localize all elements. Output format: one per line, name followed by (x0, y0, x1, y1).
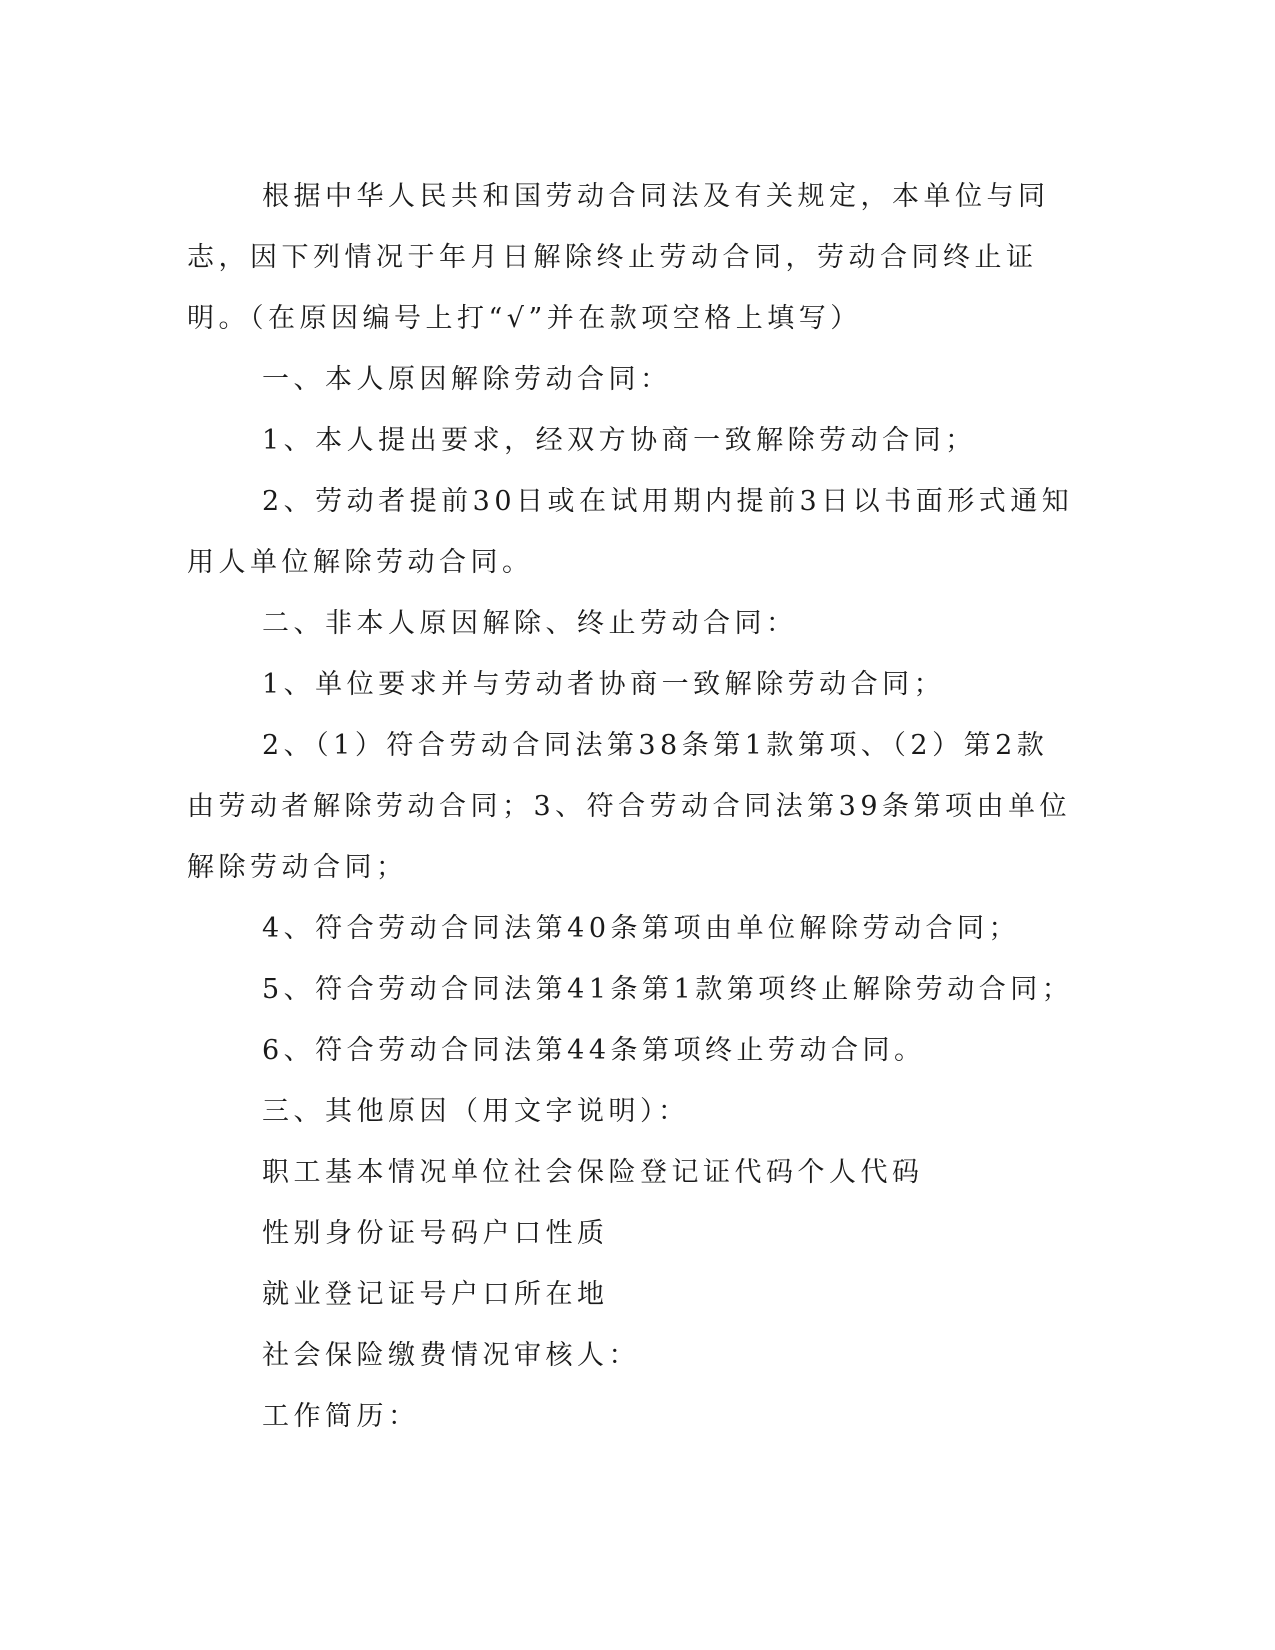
field-line-employee-info: 职工基本情况单位社会保险登记证代码个人代码 (262, 1157, 924, 1188)
list-item: 2、（1）符合劳动合同法第38条第1款第项、（2）第2款由劳动者解除劳动合同；3、符合劳动合同法第39条第项由单位解除劳动合同； (187, 730, 1072, 883)
section-heading-other-reasons: 三、其他原因（用文字说明）： (262, 1096, 690, 1127)
field-line-work-history: 工作简历： (262, 1401, 420, 1432)
document-body (187, 166, 1077, 1447)
list-item: 1、本人提出要求，经双方协商一致解除劳动合同； (262, 425, 977, 456)
list-item: 6、符合劳动合同法第44条第项终止劳动合同。 (262, 1035, 926, 1066)
field-line-insurance-reviewer: 社会保险缴费情况审核人： (262, 1340, 640, 1371)
list-item: 5、符合劳动合同法第41条第1款第项终止解除劳动合同； (262, 974, 1074, 1005)
section-heading-personal-reasons: 一、本人原因解除劳动合同： (262, 364, 672, 395)
paragraph-intro: 根据中华人民共和国劳动合同法及有关规定，本单位与同志，因下列情况于年月日解除终止劳动合同，劳动合同终止证明。（在原因编号上打“√”并在款项空格上填写） (187, 181, 1050, 334)
list-item: 4、符合劳动合同法第40条第项由单位解除劳动合同； (262, 913, 1021, 944)
field-line-gender-id: 性别身份证号码户口性质 (262, 1218, 609, 1249)
list-item: 2、劳动者提前30日或在试用期内提前3日以书面形式通知用人单位解除劳动合同。 (187, 486, 1074, 578)
section-heading-non-personal-reasons: 二、非本人原因解除、终止劳动合同： (262, 608, 798, 639)
list-item: 1、单位要求并与劳动者协商一致解除劳动合同； (262, 669, 946, 700)
field-line-employment-registration: 就业登记证号户口所在地 (262, 1279, 609, 1310)
